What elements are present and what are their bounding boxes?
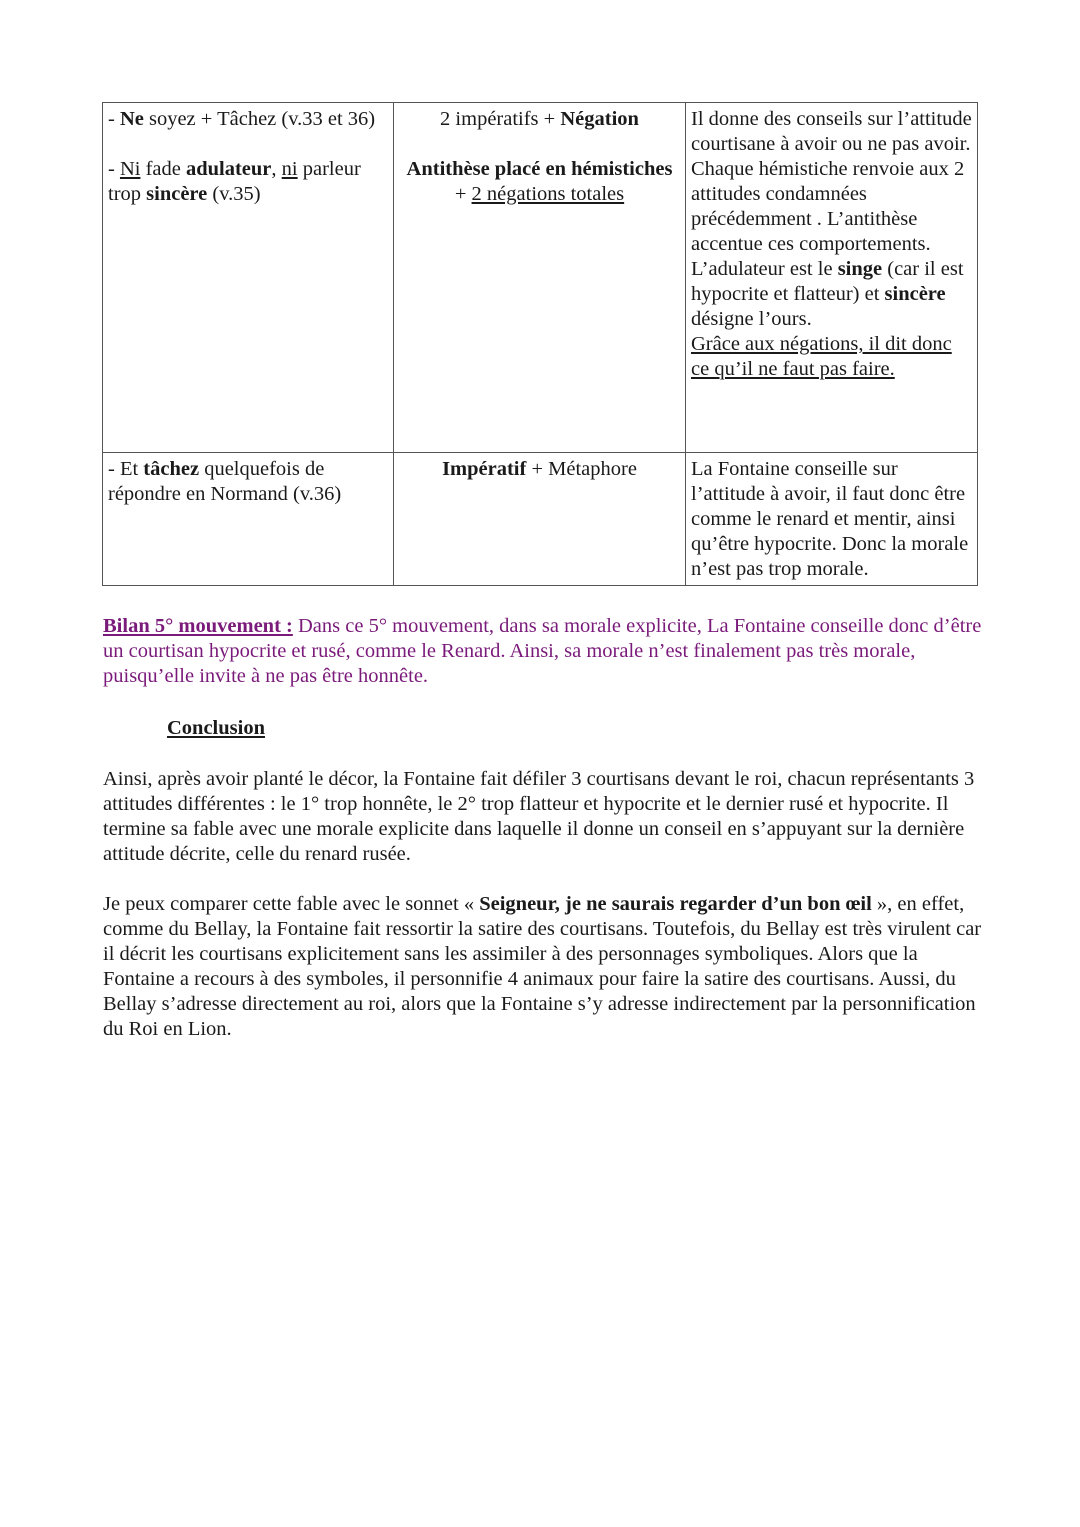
conclusion-title: Conclusion (167, 717, 265, 739)
sonnet-title: Seigneur, je ne saurais regarder d’un bon œil (479, 893, 872, 915)
interpretation-hemistiche: Chaque hémistiche renvoie aux 2 attitudes condamnées précédemment . L’antithèse accentue ces comportements. L’adulateur est le singe (car il est hypocrite et flatteur) et sincère désigne l’ours. Grâce aux négations, il dit donc ce qu’il ne faut pas faire. (691, 158, 965, 380)
procede-antithese: Antithèse placé en hémistiches + 2 négations totales (406, 158, 673, 205)
table-row (103, 103, 978, 453)
interpretation-conseils: Il donne des conseils sur l’attitude courtisane à avoir ou ne pas avoir. (691, 108, 972, 155)
bilan-paragraph (103, 614, 983, 689)
bilan-text: Dans ce 5° mouvement, dans sa morale explicite, La Fontaine conseille donc d’être un courtisan hypocrite et rusé, comme le Renard. Ainsi, sa morale n’est finalement pas très morale, puisqu’elle invite à ne pas être honnête. (103, 615, 982, 687)
table-cell-procede (394, 453, 686, 586)
citation-ne-soyez: - Ne soyez + Tâchez (v.33 et 36) (108, 108, 376, 130)
table-cell-citation (103, 453, 394, 586)
citation-tachez: - Et tâchez quelquefois de répondre en Normand (v.36) (108, 458, 342, 505)
analysis-table (102, 102, 978, 586)
bilan-title: Bilan 5° mouvement : (103, 615, 293, 637)
procede-imperatifs: 2 impératifs + Négation (440, 108, 639, 130)
interpretation-renard: La Fontaine conseille sur l’attitude à avoir, il faut donc être comme le renard et mentir, ainsi qu’être hypocrite. Donc la morale n’est pas trop morale. (691, 458, 969, 580)
table-cell-interpretation (686, 103, 978, 453)
procede-imperatif-metaphore: Impératif + Métaphore (442, 458, 637, 480)
table-cell-procede (394, 103, 686, 453)
citation-ni-fade: - Ni fade adulateur, ni parleur trop sincère (v.35) (108, 158, 361, 205)
table-row (103, 453, 978, 586)
conclusion-paragraph-2: Je peux comparer cette fable avec le sonnet « Seigneur, je ne saurais regarder d’un bon œil », en effet, comme du Bellay, la Fontaine fait ressortir la satire des courtisans. Toutefois, du Bellay est très virulent car il décrit les courtisans explicitement sans les assimiler à des personnages symboliques. Alors que la Fontaine a recours à des symboles, il personnifie 4 animaux pour faire la satire des courtisans. Aussi, du Bellay s’adresse directement au roi, alors que la Fontaine s’y adresse indirectement par la personnification du Roi en Lion. (103, 893, 982, 1040)
table-cell-citation (103, 103, 394, 453)
conclusion-paragraph-1: Ainsi, après avoir planté le décor, la Fontaine fait défiler 3 courtisans devant le roi, chacun représentants 3 attitudes différentes : le 1° trop honnête, le 2° trop flatteur et hypocrite et le dernier rusé et hypocrite. Il termine sa fable avec une morale explicite dans laquelle il donne un conseil en s’appuyant sur la dernière attitude décrite, celle du renard rusée. (103, 768, 975, 865)
table-cell-interpretation (686, 453, 978, 586)
